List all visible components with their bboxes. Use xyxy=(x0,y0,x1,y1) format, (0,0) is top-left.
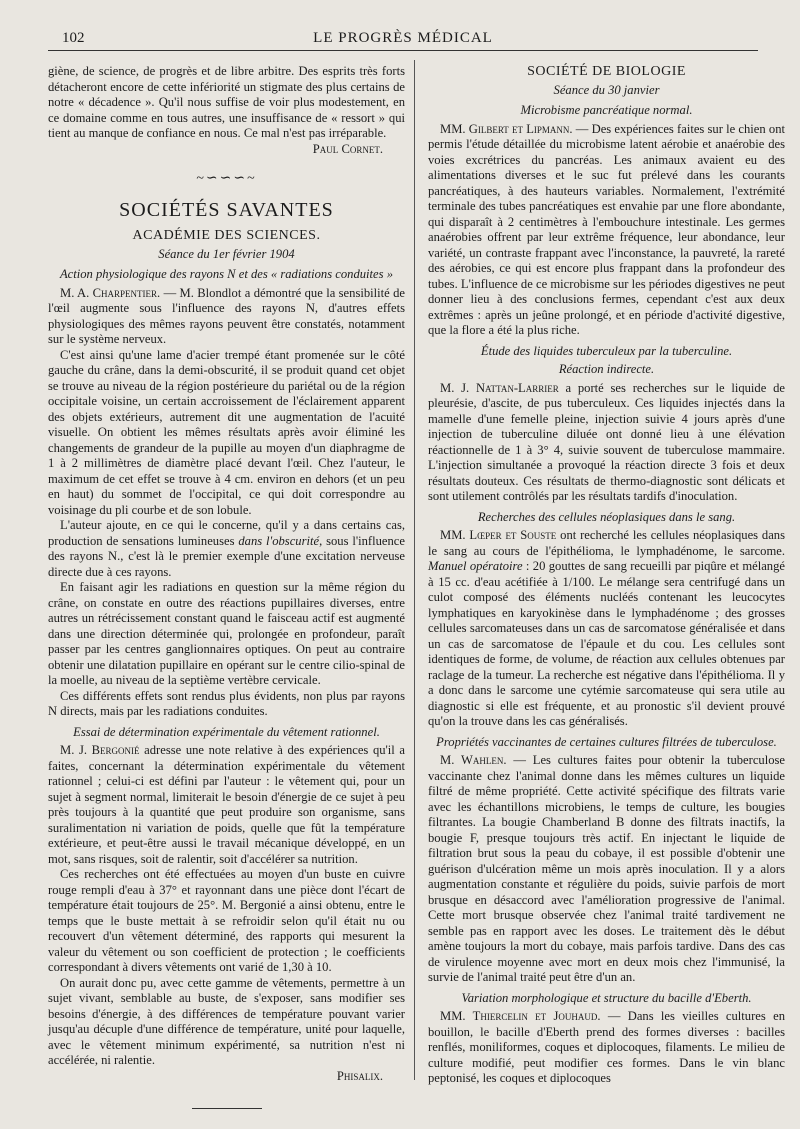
r1-author: MM. Gilbert et Lipmann. xyxy=(440,121,573,136)
page-header xyxy=(48,24,758,51)
section-title: SOCIÉTÉS SAVANTES xyxy=(119,198,334,221)
society-session: Séance du 30 janvier xyxy=(553,82,660,97)
item2-title: Essai de détermination expérimentale du vêtement rationnel. xyxy=(73,724,380,739)
item2-text-1: adresse une note relative à des expériences qu'il a faites, concernant la détermination expérimentale du vêtement rationnel ; celui-ci est défini par l'auteur : le vêtement qui, pour un sujet à segment normal, limiterait le besoin d'énergie de ce sujet à peu près toujours à la quantité que peut produire son organisme, sans suralimentation ni variation de poids, quelle que fût la température extérieure, et peut-être aussi le travail mécanique développé, en un mot, sans risques, soit de ralentir, soit d'accélérer sa nutrition. xyxy=(48,743,406,866)
academy-title: ACADÉMIE DES SCIENCES. xyxy=(132,228,321,243)
r3-title: Recherches des cellules néoplasiques dans le sang. xyxy=(477,509,736,524)
r3-author: MM. Lœper et Souste xyxy=(440,528,557,542)
r3-paragraph xyxy=(428,528,785,730)
running-title: LE PROGRÈS MÉDICAL xyxy=(313,30,493,46)
item1-paragraph-2: C'est ainsi qu'une lame d'acier trempé étant promenée sur le côté gauche du crâne, dans la demi-obscurité, il se produit quand cet objet se trouve au niveau de la région postérieure du pariétal ou de la région occipitale voisine, un certain accroissement de l'éclairement apparent des objets extérieurs, autrement dit une augmentation de l'acuité visuelle. On obtient les mêmes résultats après avoir éliminé les changements de grandeur de la pupille au moyen d'un diaphragme de 1 à 2 millimètres de diamètre placé devant l'œil. Chez l'auteur, le maximum de cet effet se trouve à 4 cm. environ en dehors (et un peu en haut) du sommet de l'occipital, ce qui doit correspondre au voisinage du pli courbe et de son lobule. xyxy=(48,347,405,517)
right-column xyxy=(428,64,785,1087)
r4-title: Propriétés vaccinantes de certaines cultures filtrées de tuberculose. xyxy=(436,734,777,749)
page-number: 102 xyxy=(62,30,85,46)
item1-title: Action physiologique des rayons N et des « radiations conduites » xyxy=(59,267,393,281)
item2-author: M. J. Bergonié xyxy=(60,743,140,757)
r3-text-c: : 20 gouttes de sang recueilli par piqûre et mélangé à 15 cc. d'eau acétifiée à 1/100. Le mélange sera centrifugé dans un culot composé des éléments nucléés contenant les leucocytes lymphatiques en karyokinèse dans le lymphadénome ; des grosses cellules sarcomateuses dans un cas de sarcomatose généralisée et dans un cas de sarcomatose de l'épaule et du cou. Les cellules sont identiques de forme, de volume, de réaction aux cellules obtenues par raclage de la tumeur. La recherche est négative dans l'épithélioma. Il y a donc dans le sarcome une cytémie sarcomateuse qui sera utile au diagnostic si elle est fréquente, et au pronostic s'il devient prouvé qu'on la trouve dans les cas généralisés. xyxy=(428,559,785,728)
item1-paragraph-5: Ces différents effets sont rendus plus évidents, non plus par rayons N directs, mais par les radiations conduites. xyxy=(48,688,405,718)
item2-paragraph-3: On aurait donc pu, avec cette gamme de vêtements, permettre à un sujet vivant, semblable au buste, de s'exposer, sans modifier ses besoins d'énergie, à des différences de température pouvant varier jusqu'au décuple d'une différence de température, unité pour laquelle, avec le vêtement minimum expérimenté, sa nutrition n'est ni accélérée, ni ralentie. xyxy=(48,975,405,1067)
item1-text-3b: dans l'obscurité xyxy=(238,533,320,548)
r2-paragraph xyxy=(428,381,785,505)
r5-title: Variation morphologique et structure du bacille d'Eberth. xyxy=(461,990,752,1005)
r5-paragraph xyxy=(428,1009,785,1087)
column-divider xyxy=(414,60,415,1080)
left-column xyxy=(48,64,405,1109)
academy-session: Séance du 1er février 1904 xyxy=(158,246,295,261)
r5-text: — Dans les vieilles cultures en bouillon, le bacille d'Eberth prend des formes diverses : bacilles renflés, moniliformes, coques et diplocoques, filaments. Le milieu de culture modifié, peut modifier ces formes. Dans le vin blanc peptonisé, les coques et diplocoques xyxy=(428,1009,785,1085)
r1-text: — Des expériences faites sur le chien ont permis l'étude détaillée du microbisme latent aérobie et anaérobie des voies excrétrices du pancréas. Les animaux avaient eu des alimentations diverses et le suc fut prélevé dans les courants pancréatiques, à des hauteurs variables. Normalement, l'extrémité terminale des tubes pancréatiques est envahie par une flore abondante, qui disparaît à 2 centimètres à l'embouchure intestinale. Les germes anaérobies offrent par leur extrême fréquence, leur abondance, leur variété, un contraste frappant avec l'inconstance, la pauvreté, la rareté des aérobies, ce qui est encore plus frappant dans la profondeur des tubes. L'influence de ce microbisme sur les périodes digestives ne peut donner lieu à des conclusions fermes, cependant c'est aux deux extrêmes : après un jeûne prolongé, et en période d'activité digestive, que la flore a été la plus riche. xyxy=(428,121,785,337)
r2-author: M. J. Nattan-Larrier xyxy=(440,380,559,395)
r2-subtitle: Réaction indirecte. xyxy=(558,362,655,376)
r5-author: MM. Thiercelin et Jouhaud. xyxy=(440,1009,601,1023)
item2-paragraph-2: Ces recherches ont été effectuées au moyen d'un buste en cuivre rouge rempli d'eau à 37° et rayonnant dans une pièce dont l'écart de température était toujours de 25°. M. Bergonié a ainsi obtenu, entre le temps que le buste mettait à se refroidir selon qu'il était nu ou recouvert d'un vêtement déterminé, des rapports qui mesurent la valeur du vêtement ou son coefficient de protection ; le coefficients correspondant à divers vêtements ont varié de 1,30 à 10. xyxy=(48,867,405,974)
intro-signature: Paul Cornet. xyxy=(312,141,383,156)
end-rule xyxy=(192,1108,262,1109)
r4-author: M. Wahlen. xyxy=(440,753,507,767)
intro-paragraph: giène, de science, de progrès et de libre arbitre. Des esprits très forts détacheront encore de cette infériorité un stigmate des plus certains de notre « décadence ». Qu'il nous suffise de voir plus modestement, en ce domaine comme en tous autres, une insuffisance de « ressort » qui tient au manque de confiance en nous. Ce mal n'est pas irréparable. xyxy=(48,64,405,140)
flourish-divider: ~∽∽∽~ xyxy=(196,171,257,186)
society-title: SOCIÉTÉ DE BIOLOGIE xyxy=(527,64,686,79)
item1-paragraph-3 xyxy=(48,518,405,580)
item1-text-3a: L'auteur ajoute, en ce qui le concerne, qu'il y a dans certains cas, production de sensations lumineuses xyxy=(48,518,405,548)
item1-author: M. A. Charpentier. xyxy=(60,285,161,300)
r3-text-b: Manuel opératoire xyxy=(428,559,523,573)
r4-text: — Les cultures faites pour obtenir la tuberculose vaccinante chez l'animal donne dans les mêmes cultures un liquide filtré de même propriété. Cette activité spécifique des filtrats varie avec les échantillons microbiens, le temps de culture, les bougies filtrantes. La bougie Chamberland B donne des filtrats inactifs, la bougie F, presque toujours très actif. En injectant le liquide de filtration brut sous la peau du cobaye, il est possible d'obtenir une guérison d'ulcération même un mois après inoculation. Il y a alors augmentation constante et régulière du poids, suivie parfois de mort brusque en désaccord avec l'amélioration progressive de l'animal. Cette mort brusque observée chez l'animal traité tardivement ne semble pas en rapport avec les doses. Le traitement dès le début amène toujours la mort du cobaye, mais parfois tardive. Dans des cas de virulence moyenne avec mort en deux mois chez l'immunisé, la survie de l'animal traité peut être d'un an. xyxy=(428,753,786,984)
r1-title: Microbisme pancréatique normal. xyxy=(520,103,693,117)
item2-signature: Phisalix. xyxy=(336,1068,383,1083)
item1-paragraph-4: En faisant agir les radiations en question sur la même région du crâne, on constate en outre des réactions pupillaires diverses, entre autres un rétrécissement constant quand le faisceau actif est augmenté dans une direction déterminée qui, prolongée en profondeur, paraît passer par les centres ganglionnaires optiques. On peut au contraire obtenir une dilatation pupillaire en opérant sur le centre cilio-spinal de la moelle, au niveau de la septième vertèbre cervicale. xyxy=(48,580,405,687)
r2-text: a porté ses recherches sur le liquide de pleurésie, d'ascite, de pus tuberculeux. Ces liquides injectés dans la mamelle d'une femelle pleine, injection suivie 4 jours après d'une injection de tuberculine diluée ont donné lieu à une élévation réactionnelle de 1 à 3° 4, suivie souvent de tuberculose mammaire. L'injection simultanée a provoqué la réaction directe 3 fois et deux résultats douteux. Ces résultats de thermo-diagnostic sont délicats et sont utilement contrôlés par les résultats tardifs d'inoculation. xyxy=(428,380,785,503)
item2-paragraph-1 xyxy=(48,743,405,867)
r4-paragraph xyxy=(428,753,785,986)
item1-text-1: — M. Blondlot a démontré que la sensibilité de l'œil augmente sous l'influence des rayons N, d'autres effets physiologiques des mêmes rayons peuvent être constatés, notamment sur le système nerveux. xyxy=(48,285,405,346)
item1-text-3c: , sous l'influence des rayons N., c'est là le premier exemple d'une excitation nerveuse directe due à ces rayons. xyxy=(48,533,405,579)
r3-text-a: ont recherché les cellules néoplasiques dans le sang au cours de l'épithélioma, le lymphadénome, le sarcome. xyxy=(428,528,785,558)
item1-paragraph-1 xyxy=(48,286,405,348)
r2-title: Étude des liquides tuberculeux par la tuberculine. xyxy=(480,343,733,358)
r1-paragraph xyxy=(428,122,785,339)
